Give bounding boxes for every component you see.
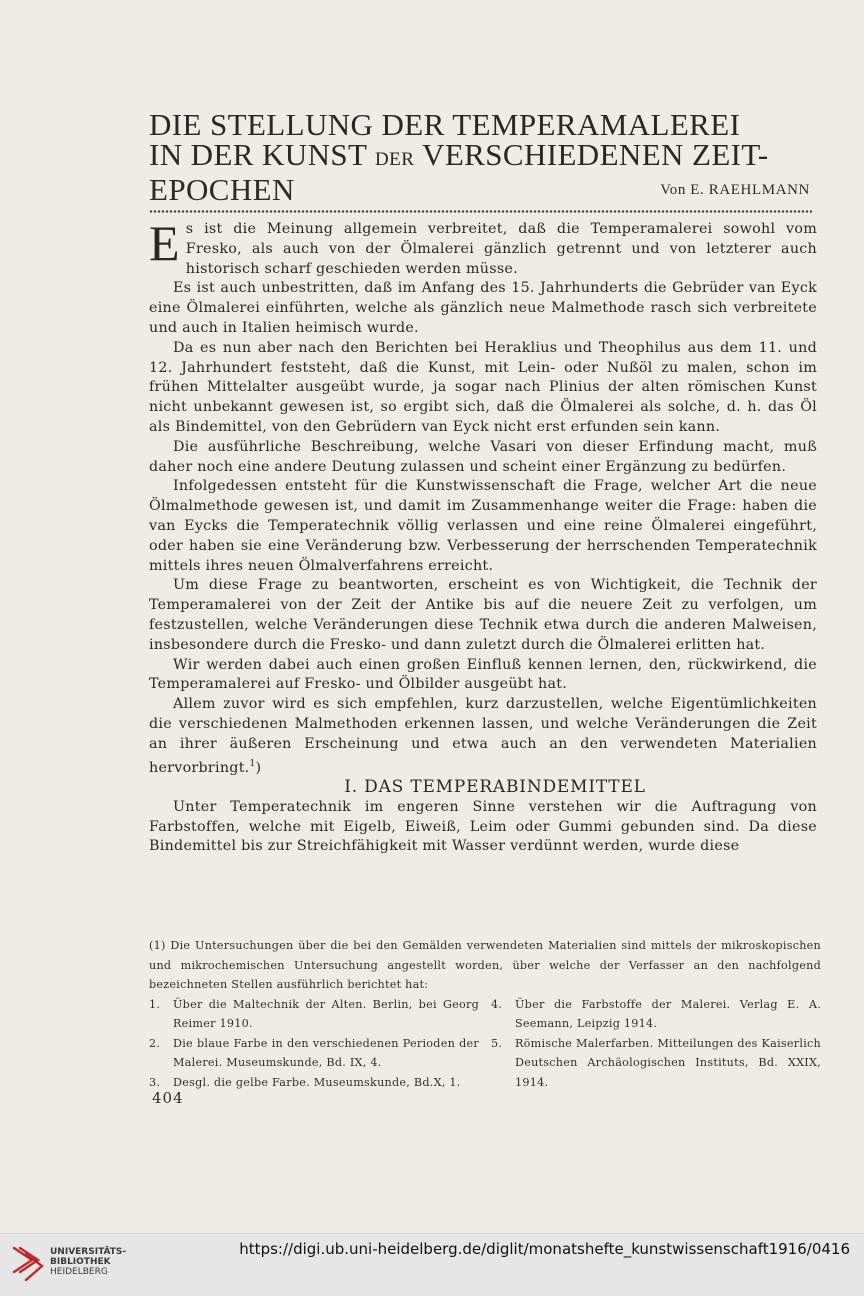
permalink-url[interactable]: https://digi.ub.uni-heidelberg.de/diglit/monatshefte_kunstwissenschaft1916/0416 <box>239 1240 850 1258</box>
paragraph-8: Allem zuvor wird es sich empfehlen, kurz darzustellen, welche Eigentümlichkeiten die verschiedenen Malmethoden erkennen lassen, und welche Veränderungen die Zeit an ihrer äußeren Erscheinung und etwa auch an den verwendeten Materialien hervorbringt.$^1$) <box>149 696 817 776</box>
footnote-item: 5. Römische Malerfarben. Mitteilungen des Kaiserlich Deutschen Archäologischen Instituts, Bd. XXIX, 1914. <box>491 1036 821 1089</box>
author-name: Von E. RAEHLMANN <box>660 182 810 198</box>
title-line-3: EPOCHEN <box>149 172 295 207</box>
title-der: DER <box>374 149 415 170</box>
footnote-column-left <box>149 995 479 1093</box>
paragraph-2: Es ist auch unbestritten, daß im Anfang des 15. Jahrhunderts die Gebrüder van Eyck eine Ölmalerei einführten, welche als gänzlich neue Malmethode rasch sich verbreitete und auch in Italien heimisch wurde. <box>149 280 817 336</box>
drop-cap: E <box>149 215 180 271</box>
paragraph-9: Unter Temperatechnik im engeren Sinne verstehen wir die Auftragung von Farbstoffen, welche mit Eigelb, Eiweiß, Leim oder Gummi gebunden sind. Da diese Bindemittel bis zur Streichfähigkeit mit Wasser verdünnt werden, wurde diese <box>149 798 817 855</box>
title-line-2: IN DER KUNST DER VERSCHIEDENEN ZEIT- <box>149 137 769 172</box>
title-line-1: DIE STELLUNG DER TEMPERAMALEREI <box>149 107 741 142</box>
footnote-ref: 1 <box>249 758 256 769</box>
footnote-item: 1. Über die Maltechnik der Alten. Berlin, bei Georg Reimer 1910. <box>149 997 479 1030</box>
footnote-columns <box>149 995 821 1093</box>
paragraph-4: Die ausführliche Beschreibung, welche Vasari von dieser Erfindung macht, muß daher noch eine andere Deutung zulassen und scheint einer Ergänzung zu bedürfen. <box>149 438 817 475</box>
footnote-intro: (1) Die Untersuchungen über die bei den Gemälden verwendeten Materialien sind mittels der mikroskopischen und mikrochemischen Untersuchung angestellt worden, über welche der Verfasser an den nachfolgend bezeichneten Stellen ausführlich berichtet hat: <box>149 939 821 991</box>
paragraph-7: Wir werden dabei auch einen großen Einfluß kennen lernen, den, rückwirkend, die Temperamalerei auf Fresko- und Ölbilder ausgeübt hat. <box>149 656 817 693</box>
library-name[interactable]: UNIVERSITÄTS- BIBLIOTHEK HEIDELBERG <box>50 1247 127 1277</box>
paragraph-5: Infolgedessen entsteht für die Kunstwissenschaft die Frage, welcher Art die neue Ölmalmethode gewesen ist, und damit im Zusammenhange weiter die Frage: haben die van Eycks die Temperatechnik völlig verlassen und eine reine Ölmalerei eingeführt, oder haben sie eine Veränderung bzw. Verbesserung der herrschenden Temperatechnik mittels ihres neuen Ölmalverfahrens erreicht. <box>149 478 817 574</box>
section-heading: I. DAS TEMPERABINDEMITTEL <box>344 777 646 798</box>
footnote-item: 4. Über die Farbstoffe der Malerei. Verlag E. A. Seemann, Leipzig 1914. <box>491 997 821 1030</box>
footnotes <box>149 936 821 1092</box>
title-author-line <box>149 172 812 207</box>
paragraph-6: Um diese Frage zu beantworten, erscheint es von Wichtigkeit, die Technik der Temperamalerei von der Zeit der Antike bis auf die neuere Zeit zu verfolgen, um festzustellen, welche Veränderungen diese Technik etwa durch die anderen Malweisen, insbesondere durch die Fresko- und dann zuletzt durch die Ölmalerei erlitten hat. <box>149 577 817 653</box>
article-title <box>149 107 812 175</box>
library-logo-icon[interactable] <box>10 1240 46 1286</box>
paragraph-1: Es ist die Meinung allgemein verbreitet, daß die Temperamalerei sowohl vom Fresko, als auch von der Ölmalerei gänzlich getrennt und von letzterer auch historisch scharf geschieden werden müsse. <box>149 215 817 277</box>
footnote-item: 2. Die blaue Farbe in den verschiedenen Perioden der Malerei. Museumskunde, Bd. IX, 4. <box>149 1036 479 1069</box>
paragraph-3: Da es nun aber nach den Berichten bei Heraklius und Theophilus aus dem 11. und 12. Jahrhundert feststeht, daß die Kunst, mit Lein- oder Nußöl zu malen, schon im frühen Mittelalter ausgeübt wurde, ja sogar nach Plinius der alten römischen Kunst nicht unbekannt gewesen ist, so ergibt sich, daß die Ölmalerei als solche, d. h. das Öl als Bindemittel, von den Gebrüdern van Eyck nicht erst erfunden sein kann. <box>149 339 817 435</box>
article-body <box>149 215 817 857</box>
footnote-column-right <box>491 995 821 1093</box>
page-number: 404 <box>152 1089 184 1107</box>
dotted-divider <box>149 209 812 214</box>
footnote-item: 3. Desgl. die gelbe Farbe. Museumskunde, Bd.X, 1. <box>149 1075 461 1089</box>
